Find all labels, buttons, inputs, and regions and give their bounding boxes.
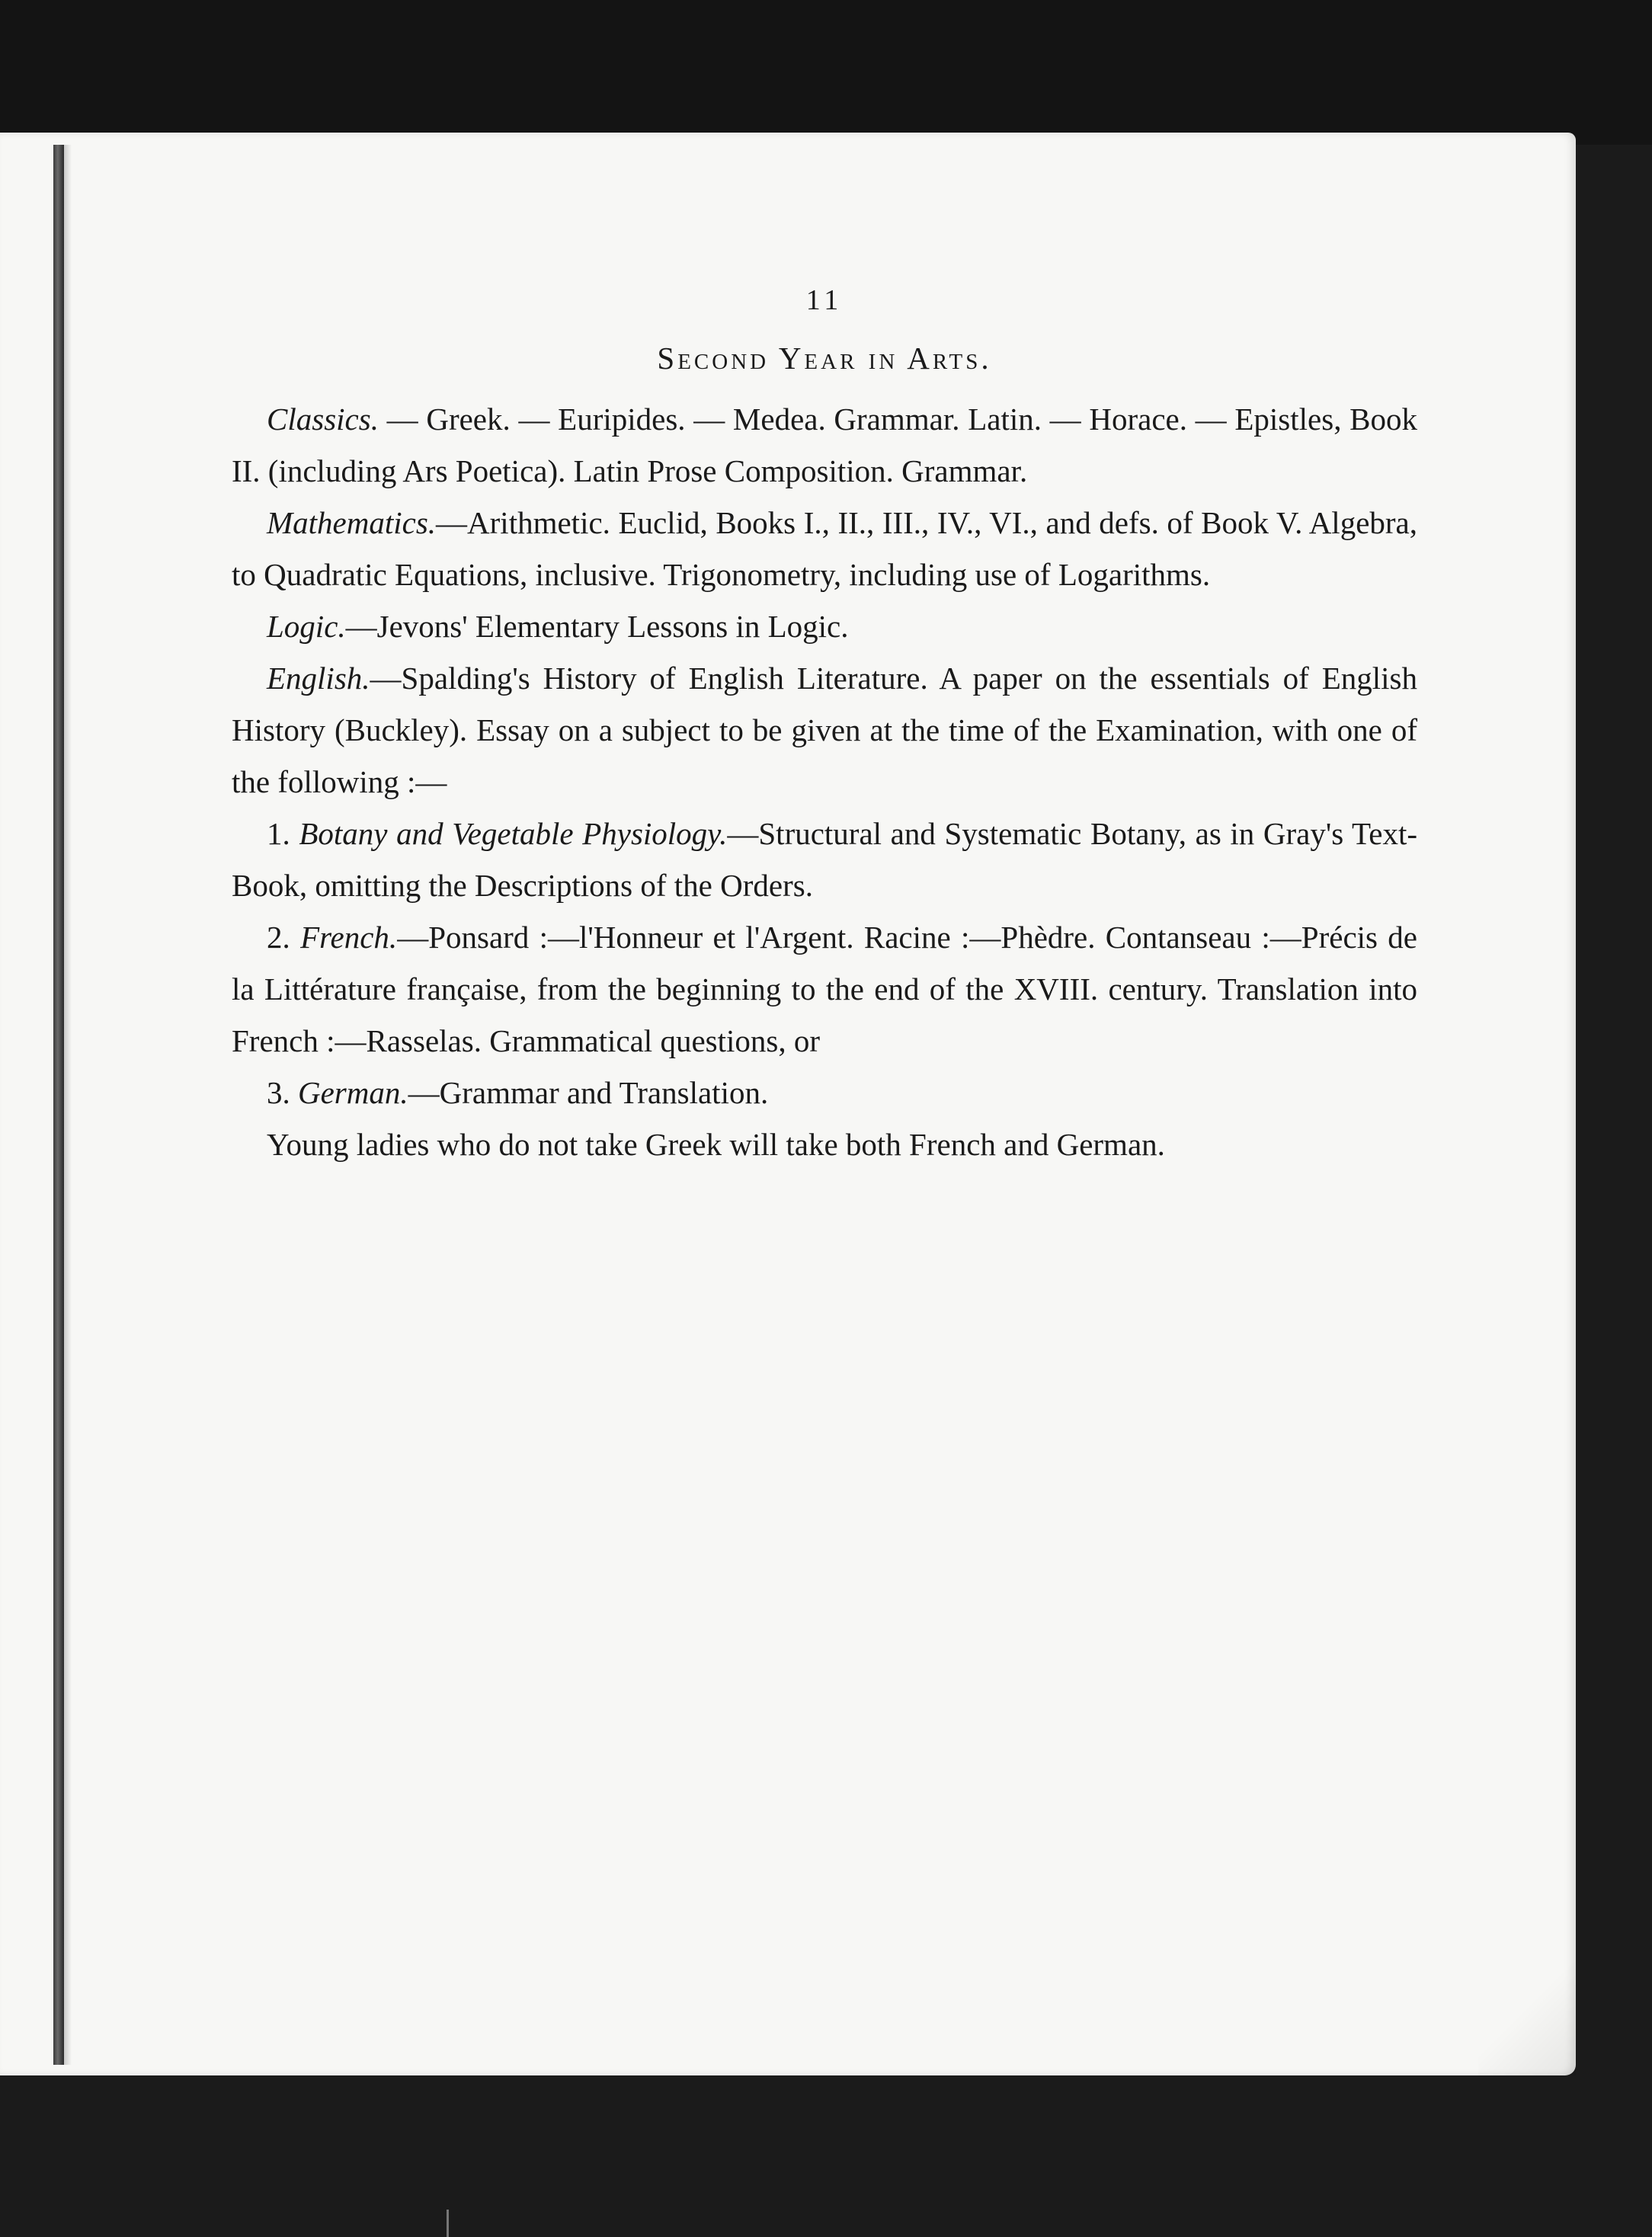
scan-background-top: [0, 0, 1652, 145]
section-heading: Second Year in Arts.: [657, 341, 992, 376]
paragraph-text: — Greek. — Euripides. — Medea. Grammar. Latin. — Horace. — Epistles, Book II. (including Ars Poetica). Latin Prose Composition. Grammar.: [232, 402, 1417, 488]
option-french: [232, 911, 1417, 1067]
page-binding-edge: [53, 145, 64, 2065]
subject-label: Botany and Vegetable Physiology.: [299, 816, 728, 851]
paragraph-text: —Spalding's History of English Literature. A paper on the essentials of English History (Buckley). Essay on a subject to be given at the time of the Examination, with one of the following :—: [232, 661, 1417, 799]
paragraph-text: —Grammar and Translation.: [408, 1075, 769, 1110]
subject-label: Mathematics.: [267, 505, 437, 540]
paragraph-english: [232, 652, 1417, 808]
page-corner-curl: [1478, 1935, 1576, 2075]
subject-label: Classics.: [267, 402, 379, 437]
paragraph-text: —Jevons' Elementary Lessons in Logic.: [345, 609, 849, 644]
option-number: 1.: [267, 816, 299, 851]
paragraph-text: —Ponsard :—l'Honneur et l'Argent. Racine :—Phèdre. Contanseau :—Précis de la Littérature française, from the beginning to the end of the XVIII. century. Translation into French :—Rasselas. Grammatical questions, or: [232, 920, 1417, 1058]
option-german: [232, 1067, 1417, 1118]
paragraph-text: —Arithmetic. Euclid, Books I., II., III., IV., VI., and defs. of Book V. Algebra, to Quadratic Equations, inclusive. Trigonometry, including use of Logarithms.: [232, 505, 1417, 592]
page-number: 11: [805, 284, 844, 316]
option-number: 3.: [267, 1075, 298, 1110]
scan-artifact-mark: [447, 2210, 449, 2237]
subject-label: Logic.: [267, 609, 346, 644]
paragraph-note: [232, 1118, 1417, 1170]
paragraph-text: Young ladies who do not take Greek will take both French and German.: [267, 1127, 1165, 1162]
option-number: 2.: [267, 920, 301, 955]
paragraph-mathematics: [232, 497, 1417, 600]
option-botany: [232, 808, 1417, 911]
binding-shadow: [64, 145, 72, 2065]
paragraph-text: —Structural and Systematic Botany, as in Gray's Text-Book, omitting the Descriptions of the Orders.: [232, 816, 1417, 903]
page-content: [232, 282, 1417, 1170]
subject-label: English.: [267, 661, 370, 696]
subject-label: French.: [300, 920, 398, 955]
paragraph-classics: [232, 393, 1417, 497]
subject-label: German.: [298, 1075, 408, 1110]
paragraph-logic: [232, 600, 1417, 652]
